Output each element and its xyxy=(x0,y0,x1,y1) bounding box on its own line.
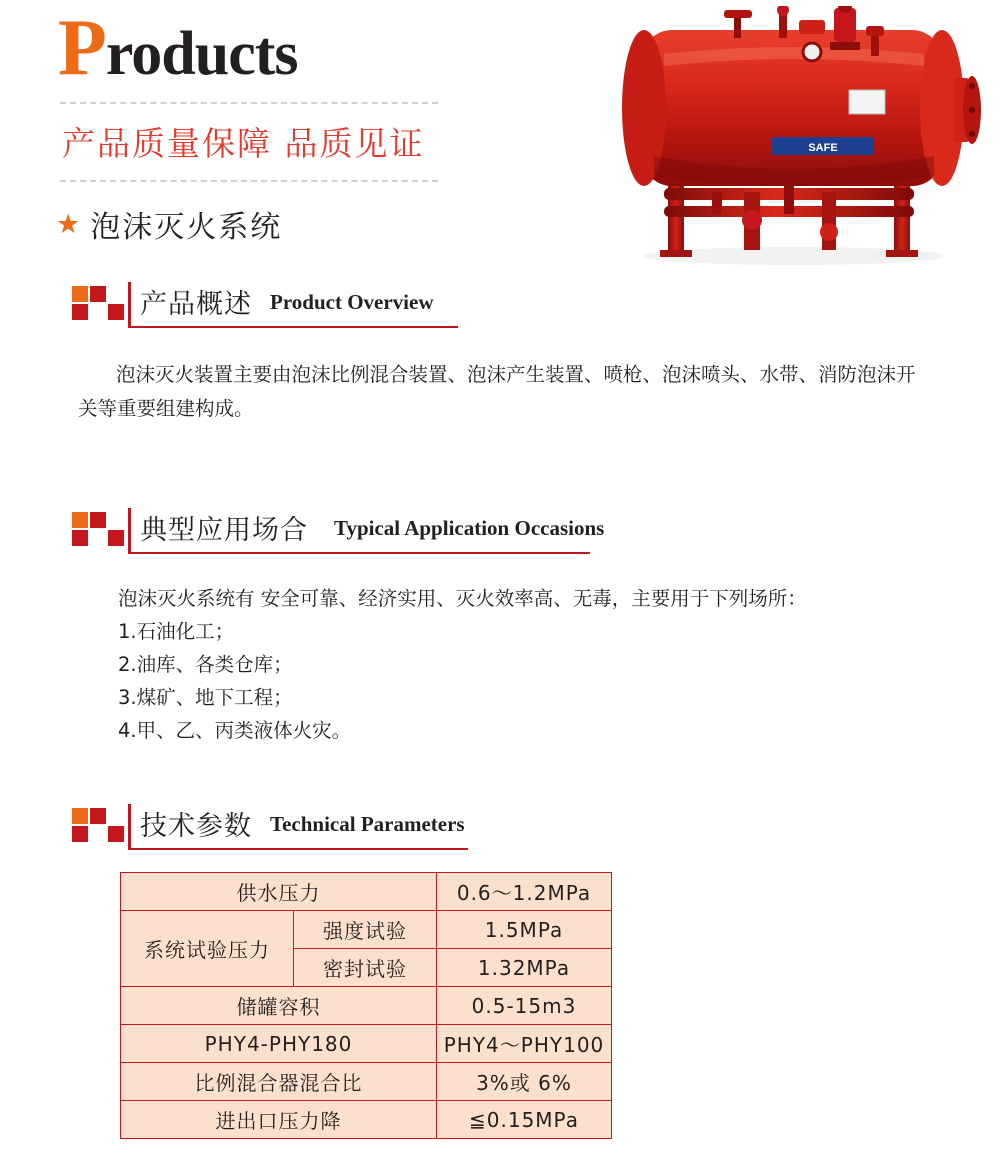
square-red-1 xyxy=(90,808,106,824)
section-title-en: Typical Application Occasions xyxy=(334,516,605,540)
square-white xyxy=(90,826,106,842)
system-name-row xyxy=(56,202,282,246)
heading-accent-bar xyxy=(128,282,131,326)
square-white xyxy=(90,304,106,320)
row-sublabel: 强度试验 xyxy=(294,911,437,949)
overview-paragraph: 泡沫灭火装置主要由泡沫比例混合装置、泡沫产生装置、喷枪、泡沫喷头、水带、消防泡沫开关等重要组建构成。 xyxy=(78,363,916,420)
heading-accent-bar xyxy=(128,508,131,552)
row-value: ≦0.15MPa xyxy=(437,1101,612,1139)
square-white xyxy=(90,530,106,546)
row-label: PHY4-PHY180 xyxy=(121,1025,437,1063)
technical-parameters-table xyxy=(120,872,612,1139)
section-heading-product-overview xyxy=(72,286,472,340)
slogan: 产品质量保障 品质见证 xyxy=(62,124,425,163)
square-logo-icon xyxy=(72,808,120,844)
star-icon: ★ xyxy=(56,208,81,239)
row-label: 储罐容积 xyxy=(121,987,437,1025)
table-row xyxy=(121,1101,612,1139)
page-header xyxy=(0,0,1000,280)
section-title-cn: 技术参数 xyxy=(140,811,252,842)
table-row xyxy=(121,911,612,949)
list-item: 1.石油化工； xyxy=(118,620,235,643)
heading-underline xyxy=(128,848,468,850)
table-row xyxy=(121,1025,612,1063)
row-label: 供水压力 xyxy=(121,873,437,911)
row-value: 0.5-15m3 xyxy=(437,987,612,1025)
product-photo xyxy=(594,6,994,274)
square-logo-icon xyxy=(72,286,120,322)
square-orange xyxy=(72,286,88,302)
row-label: 比例混合器混合比 xyxy=(121,1063,437,1101)
page-title-rest: roducts xyxy=(105,20,298,88)
applications-intro: 泡沫灭火系统有 安全可靠、经济实用、灭火效率高、无毒，主要用于下列场所： xyxy=(118,587,807,610)
row-label: 系统试验压力 xyxy=(121,911,294,987)
page-title-initial: P xyxy=(58,4,106,92)
row-value: PHY4～PHY100 xyxy=(437,1025,612,1063)
list-item: 2.油库、各类仓库； xyxy=(118,653,293,676)
table-row xyxy=(121,1063,612,1101)
row-value: 1.32MPa xyxy=(437,949,612,987)
system-name: 泡沫灭火系统 xyxy=(90,210,283,245)
square-orange xyxy=(72,512,88,528)
square-red-3 xyxy=(108,826,124,842)
heading-accent-bar xyxy=(128,804,131,848)
list-item: 3.煤矿、地下工程； xyxy=(118,686,293,709)
list-item: 4.甲、乙、丙类液体火灾。 xyxy=(118,719,352,742)
square-red-1 xyxy=(90,286,106,302)
divider-top xyxy=(60,102,438,104)
square-red-2 xyxy=(72,530,88,546)
applications-list xyxy=(118,582,807,747)
section-title-cn: 产品概述 xyxy=(140,289,252,320)
square-red-2 xyxy=(72,304,88,320)
square-red-2 xyxy=(72,826,88,842)
svg-text:SAFE: SAFE xyxy=(808,142,838,154)
row-value: 0.6～1.2MPa xyxy=(437,873,612,911)
row-sublabel: 密封试验 xyxy=(294,949,437,987)
row-label: 进出口压力降 xyxy=(121,1101,437,1139)
square-orange xyxy=(72,808,88,824)
heading-underline xyxy=(128,326,458,328)
table-row xyxy=(121,873,612,911)
section-heading-technical-parameters xyxy=(72,808,512,862)
row-value: 1.5MPa xyxy=(437,911,612,949)
section-title-cn: 典型应用场合 xyxy=(140,515,308,546)
divider-bottom xyxy=(60,180,438,182)
section-title-en: Product Overview xyxy=(270,290,434,314)
square-red-3 xyxy=(108,304,124,320)
page-title xyxy=(58,4,298,92)
table-row xyxy=(121,987,612,1025)
section-heading-applications xyxy=(72,512,632,566)
square-logo-icon xyxy=(72,512,120,548)
heading-underline xyxy=(128,552,590,554)
section-title-en: Technical Parameters xyxy=(270,812,465,836)
square-red-1 xyxy=(90,512,106,528)
row-value: 3%或 6% xyxy=(437,1063,612,1101)
square-red-3 xyxy=(108,530,124,546)
